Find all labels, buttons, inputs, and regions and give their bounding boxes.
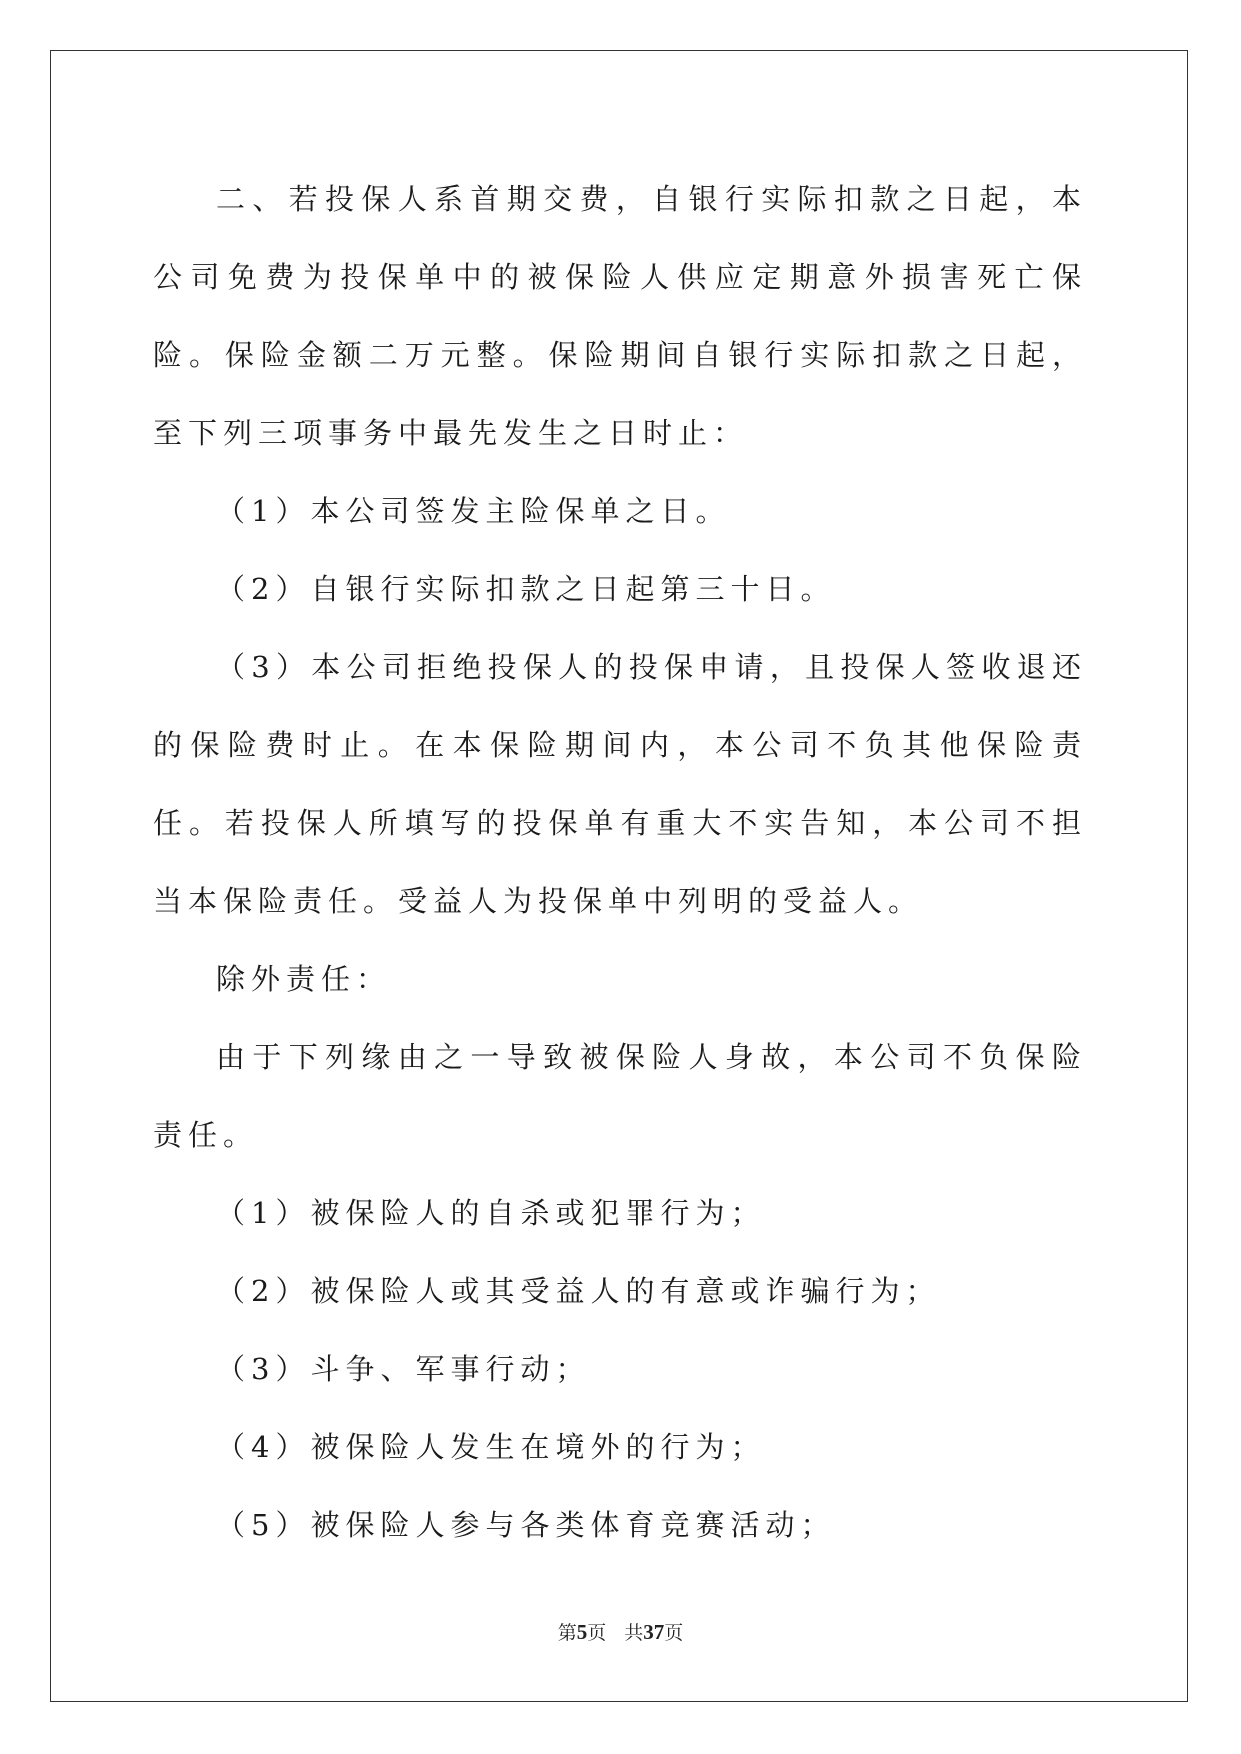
paragraph-exclusion-3: （3）斗争、军事行动； bbox=[216, 1352, 591, 1386]
paragraph-exclusions-intro: 由于下列缘由之一导致被保险人身故，本公司不负保险责任。 bbox=[153, 1040, 1087, 1152]
paragraph-exclusion-5: （5）被保险人参与各类体育竞赛活动； bbox=[216, 1508, 836, 1542]
paragraph-item-2: （2）自银行实际扣款之日起第三十日。 bbox=[216, 572, 836, 606]
paragraph-exclusions-heading: 除外责任： bbox=[216, 962, 392, 996]
paragraph-item-3: （3）本公司拒绝投保人的投保申请，且投保人签收退还的保险费时止。在本保险期间内，本公司不负其他保险责任。若投保人所填写的投保单有重大不实告知，本公司不担当本保险责任。受益人为投保单中列明的受益人。 bbox=[153, 650, 1087, 918]
document-body bbox=[153, 160, 1087, 1564]
footer-total-pages: 37 bbox=[643, 1620, 665, 1644]
paragraph-item-1: （1）本公司签发主险保单之日。 bbox=[216, 494, 731, 528]
paragraph-intro: 二、若投保人系首期交费，自银行实际扣款之日起，本公司免费为投保单中的被保险人供应定期意外损害死亡保险。保险金额二万元整。保险期间自银行实际扣款之日起，至下列三项事务中最先发生之日时止： bbox=[153, 182, 1087, 450]
footer-total-prefix: 共 bbox=[624, 1622, 644, 1644]
footer-total-suffix: 页 bbox=[664, 1622, 684, 1644]
footer-page-prefix: 第 bbox=[557, 1622, 577, 1644]
paragraph-exclusion-2: （2）被保险人或其受益人的有意或诈骗行为； bbox=[216, 1274, 941, 1308]
footer-page-suffix: 页 bbox=[587, 1622, 607, 1644]
paragraph-exclusion-4: （4）被保险人发生在境外的行为； bbox=[216, 1430, 766, 1464]
paragraph-exclusion-1: （1）被保险人的自杀或犯罪行为； bbox=[216, 1196, 766, 1230]
footer-page-number: 5 bbox=[576, 1620, 588, 1644]
page-footer bbox=[0, 1618, 1241, 1645]
